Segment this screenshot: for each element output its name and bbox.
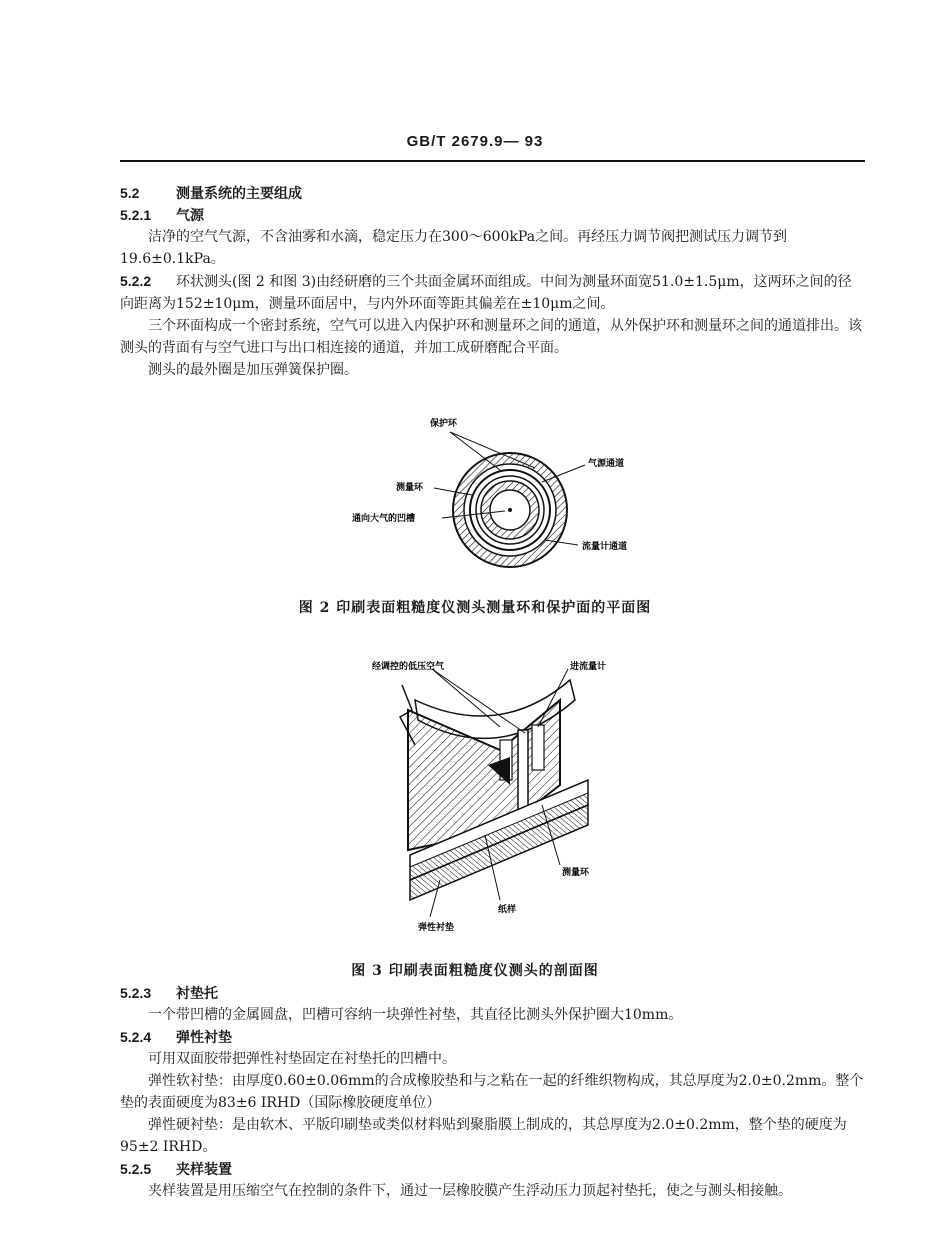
paragraph: 三个环面构成一个密封系统，空气可以进入内保护环和测量环之间的通道，从外保护环和测量环之间的通道排出。该测头的背面有与空气进口与出口相连接的通道，并加工成研磨配合平面。 xyxy=(120,318,862,356)
heading-5-2 xyxy=(120,182,865,204)
paragraph-text: 环状测头(图 2 和图 3)由经研磨的三个共面金属环面组成。中间为测量环面宽51.0±1.5μm，这两环之间的径向距离为152±10μm，测量环面居中，与内外环面等距其偏差在±10μm之间。 xyxy=(120,274,852,312)
heading-title: 弹性衬垫 xyxy=(176,1030,232,1046)
heading-num: 5.2 xyxy=(120,185,140,201)
paragraph: 可用双面胶带把弹性衬垫固定在衬垫托的凹槽中。 xyxy=(148,1051,456,1067)
heading-5-2-3 xyxy=(120,982,865,1004)
paragraph: 夹样装置是用压缩空气在控制的条件下，通过一层橡胶膜产生浮动压力顶起衬垫托，使之与测头相接触。 xyxy=(148,1183,792,1199)
paragraph: 一个带凹槽的金属圆盘，凹槽可容纳一块弹性衬垫，其直径比测头外保护圈大10mm。 xyxy=(148,1007,683,1023)
label-low-pressure-air: 经调控的低压空气 xyxy=(372,662,445,672)
page-header: GB/T 2679.9— 93 xyxy=(406,133,544,150)
figure-2-diagram xyxy=(330,410,660,580)
heading-title: 衬垫托 xyxy=(176,986,218,1002)
header-rule xyxy=(120,160,865,162)
label-measuring-ring: 测量环 xyxy=(396,483,424,493)
heading-num: 5.2.3 xyxy=(120,985,152,1001)
paragraph: 弹性软衬垫：由厚度0.60±0.06mm的合成橡胶垫和与之粘在一起的纤维织物构成，其总厚度为2.0±0.2mm。整个垫的表面硬度为83±6 IRHD（国际橡胶硬度单位） xyxy=(120,1073,864,1111)
figure-3-diagram xyxy=(360,655,640,935)
lower-text xyxy=(120,982,865,1202)
heading-num: 5.2.1 xyxy=(120,207,152,223)
heading-title: 气源 xyxy=(176,208,204,224)
label-air-channel: 气源通道 xyxy=(588,459,625,469)
heading-num: 5.2.4 xyxy=(120,1029,152,1045)
upper-text xyxy=(120,182,865,381)
figure-2-caption: 图 2 印刷表面粗糙度仪测头测量环和保护面的平面图 xyxy=(298,600,652,616)
heading-5-2-1 xyxy=(120,204,865,226)
paragraph: 测头的最外圈是加压弹簧保护圈。 xyxy=(148,362,358,378)
heading-title: 测量系统的主要组成 xyxy=(176,186,302,202)
heading-5-2-4 xyxy=(120,1026,865,1048)
label-to-flowmeter: 进流量计 xyxy=(570,662,607,672)
heading-title: 夹样装置 xyxy=(176,1162,232,1178)
label-paper-sample: 纸样 xyxy=(498,905,517,915)
label-measuring-ring: 测量环 xyxy=(562,868,590,878)
paragraph: 洁净的空气气源，不含油雾和水滴，稳定压力在300～600kPa之间。再经压力调节阀把测试压力调节到19.6±0.1kPa。 xyxy=(120,229,788,267)
label-elastic-backing: 弹性衬垫 xyxy=(418,923,455,933)
paragraph-5-2-2 xyxy=(120,270,865,315)
label-guard-ring: 保护环 xyxy=(430,419,458,429)
paragraph: 弹性硬衬垫：是由软木、平版印刷垫或类似材料贴到聚脂膜上制成的，其总厚度为2.0±0.2mm，整个垫的硬度为95±2 IRHD。 xyxy=(120,1117,847,1155)
heading-num: 5.2.2 xyxy=(120,273,152,289)
figure-3-caption: 图 3 印刷表面粗糙度仪测头的剖面图 xyxy=(351,963,599,979)
heading-5-2-5 xyxy=(120,1158,865,1180)
label-flowmeter-channel: 流量计通道 xyxy=(582,542,628,552)
heading-num: 5.2.5 xyxy=(120,1161,152,1177)
label-vent-groove: 通向大气的凹槽 xyxy=(352,514,416,524)
